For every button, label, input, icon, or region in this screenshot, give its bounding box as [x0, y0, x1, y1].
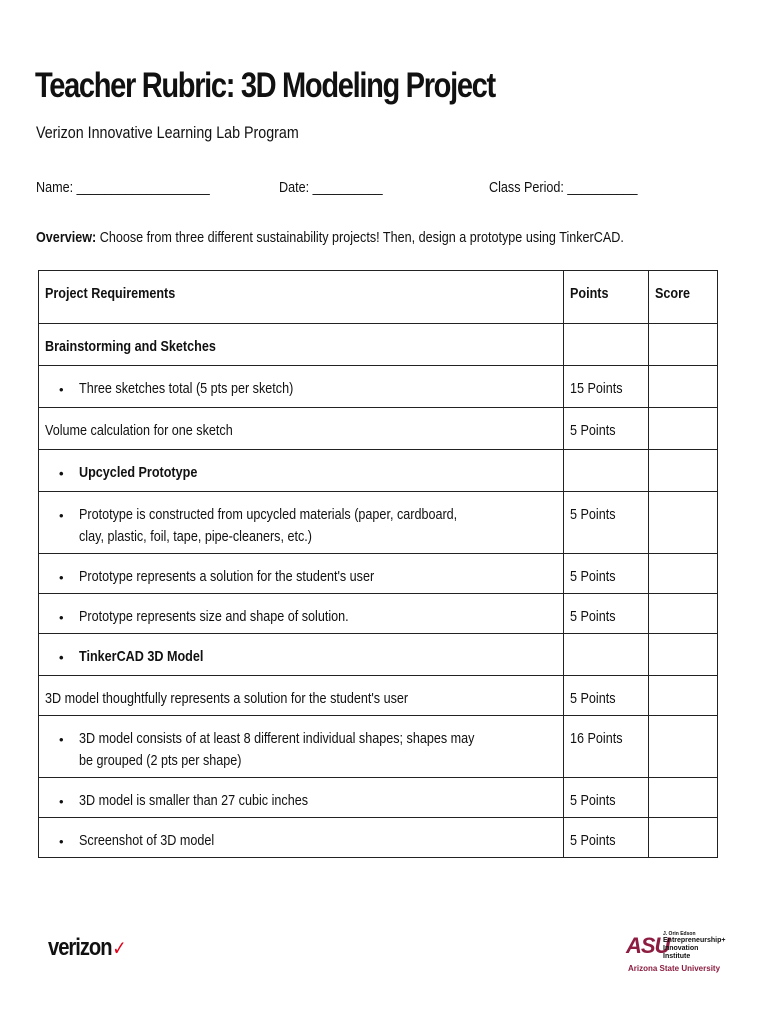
requirement-text: 3D model is smaller than 27 cubic inches — [79, 792, 309, 809]
score-cell[interactable] — [648, 492, 717, 554]
requirement-text: Prototype represents a solution for the student's user — [79, 568, 375, 585]
requirement-text: Prototype is constructed from upcycled materials (paper, cardboard, clay, plastic, foil, tape, pipe-cleaners, etc.) — [79, 506, 458, 545]
points-cell — [564, 818, 649, 858]
requirement-text: Screenshot of 3D model — [79, 832, 215, 849]
table-header-row — [39, 271, 718, 324]
table-row — [39, 676, 718, 716]
table-row — [39, 324, 718, 366]
points-cell — [564, 408, 649, 450]
verizon-logo — [48, 934, 140, 962]
score-cell[interactable] — [648, 554, 717, 594]
score-cell[interactable] — [648, 818, 717, 858]
header-points — [564, 271, 649, 324]
table-row — [39, 408, 718, 450]
points-text: 5 Points — [570, 422, 616, 439]
asu-institute-line-3: Innovation Institute — [663, 945, 699, 960]
requirement-cell — [39, 324, 564, 366]
requirement-cell — [39, 492, 564, 554]
points-text: 5 Points — [570, 608, 616, 625]
requirement-text: Brainstorming and Sketches — [45, 338, 216, 355]
requirement-text: Prototype represents size and shape of solution. — [79, 608, 349, 625]
score-cell[interactable] — [648, 778, 717, 818]
points-cell — [564, 634, 649, 676]
requirement-cell — [39, 450, 564, 492]
requirement-cell — [39, 676, 564, 716]
points-text: 15 Points — [570, 380, 623, 397]
score-cell[interactable] — [648, 408, 717, 450]
name-field-text: Name: ___________________ — [36, 179, 210, 196]
overview-text: Choose from three different sustainability projects! Then, design a prototype using TinkerCAD. — [96, 229, 624, 246]
page-title — [35, 66, 589, 106]
points-text: 16 Points — [570, 730, 623, 747]
requirement-cell — [39, 778, 564, 818]
table-row — [39, 634, 718, 676]
asu-university: Arizona State University — [628, 964, 721, 973]
score-cell[interactable] — [648, 324, 717, 366]
requirement-cell — [39, 408, 564, 450]
header-score-text: Score — [654, 285, 690, 302]
header-requirements — [39, 271, 564, 324]
name-field[interactable] — [36, 179, 243, 196]
score-cell[interactable] — [648, 594, 717, 634]
points-text: 5 Points — [570, 832, 616, 849]
header-points-text: Points — [570, 285, 609, 302]
requirement-cell — [39, 716, 564, 778]
points-cell — [564, 366, 649, 408]
asu-logo — [626, 928, 726, 976]
bullet-icon: • — [59, 570, 64, 585]
requirement-text: Volume calculation for one sketch — [45, 422, 233, 439]
score-cell[interactable] — [648, 716, 717, 778]
requirement-text: Three sketches total (5 pts per sketch) — [79, 380, 294, 397]
header-requirements-text: Project Requirements — [45, 285, 176, 302]
asu-mark: ASU — [626, 933, 670, 958]
table-row — [39, 594, 718, 634]
header-score — [648, 271, 717, 324]
points-cell — [564, 324, 649, 366]
score-cell[interactable] — [648, 450, 717, 492]
points-cell — [564, 716, 649, 778]
requirement-cell — [39, 634, 564, 676]
asu-institute — [663, 931, 726, 961]
table-row — [39, 366, 718, 408]
bullet-icon: • — [59, 794, 64, 809]
overview-label: Overview: — [36, 229, 97, 246]
bullet-icon: • — [59, 610, 64, 625]
score-cell[interactable] — [648, 676, 717, 716]
table-row — [39, 716, 718, 778]
overview — [36, 229, 736, 246]
table-row — [39, 818, 718, 858]
page-title-text: Teacher Rubric: 3D Modeling Project — [35, 66, 495, 105]
points-text: 5 Points — [570, 506, 616, 523]
page-subtitle-text: Verizon Innovative Learning Lab Program — [36, 123, 299, 142]
rubric-table — [38, 270, 718, 858]
requirement-cell — [39, 818, 564, 858]
requirement-text: 3D model thoughtfully represents a solution for the student's user — [45, 690, 409, 707]
bullet-icon: • — [59, 466, 64, 481]
class-period-field-text: Class Period: __________ — [489, 179, 638, 196]
points-cell — [564, 676, 649, 716]
page-subtitle — [36, 123, 349, 143]
requirement-cell — [39, 554, 564, 594]
bullet-icon: • — [59, 834, 64, 849]
bullet-icon: • — [59, 732, 64, 747]
asu-institute-line-2: Entrepreneurship+ — [663, 937, 726, 944]
requirement-text: TinkerCAD 3D Model — [79, 648, 204, 665]
date-field[interactable] — [279, 179, 402, 196]
points-cell — [564, 778, 649, 818]
points-cell — [564, 450, 649, 492]
bullet-icon: • — [59, 650, 64, 665]
table-row — [39, 778, 718, 818]
verizon-logo-text: verizon — [48, 934, 112, 961]
points-cell — [564, 554, 649, 594]
points-text: 5 Points — [570, 792, 616, 809]
requirement-cell — [39, 366, 564, 408]
bullet-icon: • — [59, 508, 64, 523]
score-cell[interactable] — [648, 634, 717, 676]
score-cell[interactable] — [648, 366, 717, 408]
requirement-cell — [39, 594, 564, 634]
class-period-field[interactable] — [489, 179, 666, 196]
requirement-text: 3D model consists of at least 8 different individual shapes; shapes may be grouped (2 pts per shape) — [79, 730, 475, 769]
requirement-text: Upcycled Prototype — [79, 464, 198, 481]
table-row — [39, 492, 718, 554]
verizon-check-icon: ✓ — [112, 938, 126, 960]
points-text: 5 Points — [570, 690, 616, 707]
asu-institute-line-1: J. Orin Edson — [663, 931, 696, 937]
points-text: 5 Points — [570, 568, 616, 585]
points-cell — [564, 492, 649, 554]
points-cell — [564, 594, 649, 634]
bullet-icon: • — [59, 382, 64, 397]
table-row — [39, 554, 718, 594]
date-field-text: Date: __________ — [279, 179, 383, 196]
table-row — [39, 450, 718, 492]
